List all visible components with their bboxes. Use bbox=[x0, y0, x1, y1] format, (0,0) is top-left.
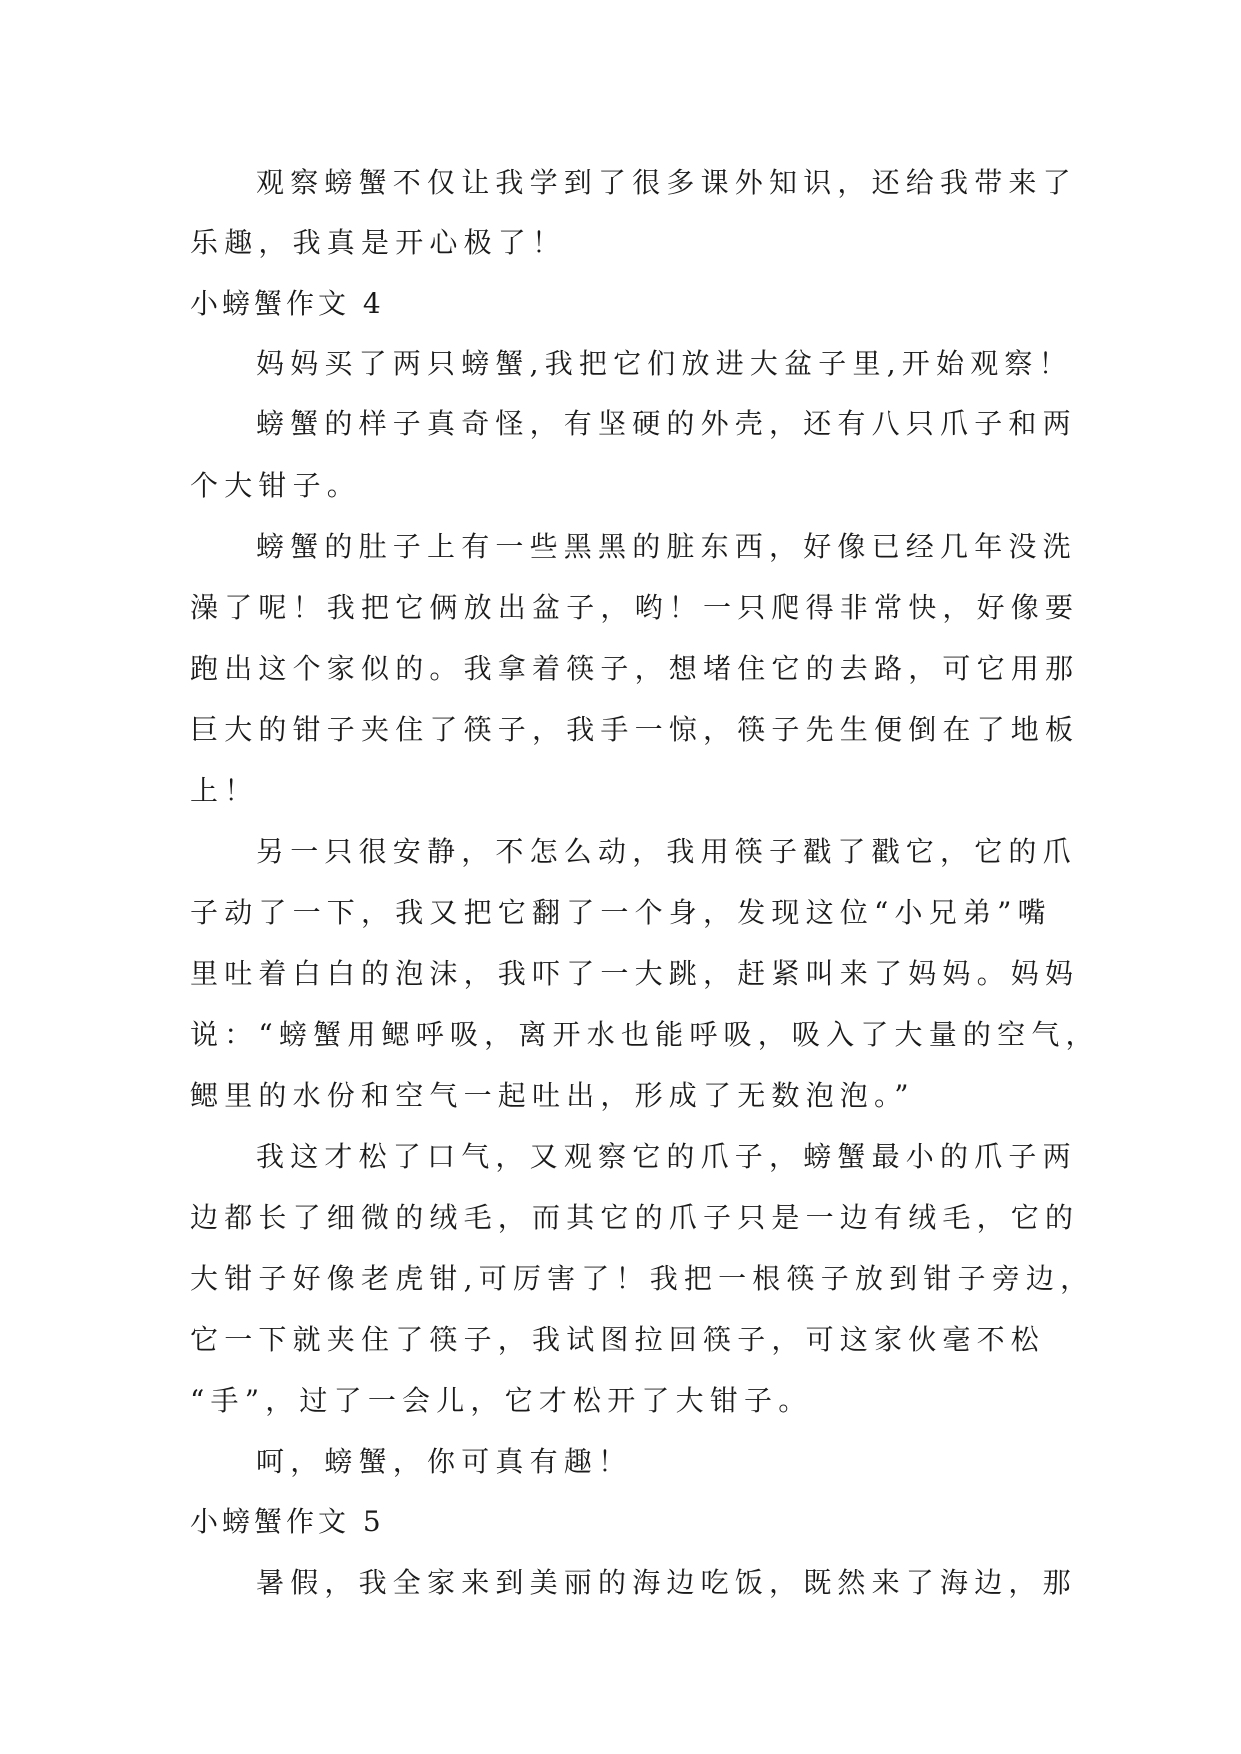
paragraph-line: 个大钳子。 bbox=[190, 469, 362, 502]
paragraph-line: 另一只很安静，不怎么动，我用筷子戳了戳它，它的爪 bbox=[256, 835, 1077, 868]
section-heading: 小螃蟹作文 4 bbox=[190, 287, 385, 320]
paragraph-line: 里吐着白白的泡沫，我吓了一大跳，赶紧叫来了妈妈。妈妈 bbox=[190, 957, 1080, 990]
section-heading: 小螃蟹作文 5 bbox=[190, 1505, 385, 1538]
paragraph-line: “手”，过了一会儿，它才松开了大钳子。 bbox=[190, 1384, 813, 1417]
paragraph-line: 子动了一下，我又把它翻了一个身，发现这位“小兄弟”嘴 bbox=[190, 896, 1052, 929]
paragraph-line: 我这才松了口气，又观察它的爪子，螃蟹最小的爪子两 bbox=[256, 1140, 1077, 1173]
paragraph-line: 巨大的钳子夹住了筷子，我手一惊，筷子先生便倒在了地板 bbox=[190, 713, 1080, 746]
paragraph-line: 鳃里的水份和空气一起吐出，形成了无数泡泡。” bbox=[190, 1079, 915, 1112]
paragraph-line: 上！ bbox=[190, 774, 259, 807]
paragraph-line: 边都长了细微的绒毛，而其它的爪子只是一边有绒毛，它的 bbox=[190, 1201, 1080, 1234]
paragraph-line: 螃蟹的样子真奇怪，有坚硬的外壳，还有八只爪子和两 bbox=[256, 407, 1077, 440]
paragraph-line: 观察螃蟹不仅让我学到了很多课外知识，还给我带来了 bbox=[256, 166, 1077, 199]
paragraph-line: 跑出这个家似的。我拿着筷子，想堵住它的去路，可它用那 bbox=[190, 652, 1080, 685]
paragraph-line: 大钳子好像老虎钳,可厉害了！我把一根筷子放到钳子旁边， bbox=[190, 1262, 1095, 1295]
paragraph-line: 它一下就夹住了筷子，我试图拉回筷子，可这家伙毫不松 bbox=[190, 1323, 1046, 1356]
paragraph-line: 乐趣，我真是开心极了！ bbox=[190, 226, 567, 259]
paragraph-line: 妈妈买了两只螃蟹,我把它们放进大盆子里,开始观察！ bbox=[256, 347, 1073, 380]
paragraph-line: 澡了呢！我把它俩放出盆子，哟！一只爬得非常快，好像要 bbox=[190, 591, 1080, 624]
paragraph-line: 暑假，我全家来到美丽的海边吃饭，既然来了海边，那 bbox=[256, 1566, 1077, 1599]
paragraph-line: 螃蟹的肚子上有一些黑黑的脏东西，好像已经几年没洗 bbox=[256, 530, 1077, 563]
paragraph-line: 呵，螃蟹，你可真有趣！ bbox=[256, 1445, 633, 1478]
paragraph-line: 说：“螃蟹用鳃呼吸，离开水也能呼吸，吸入了大量的空气， bbox=[190, 1018, 1100, 1051]
